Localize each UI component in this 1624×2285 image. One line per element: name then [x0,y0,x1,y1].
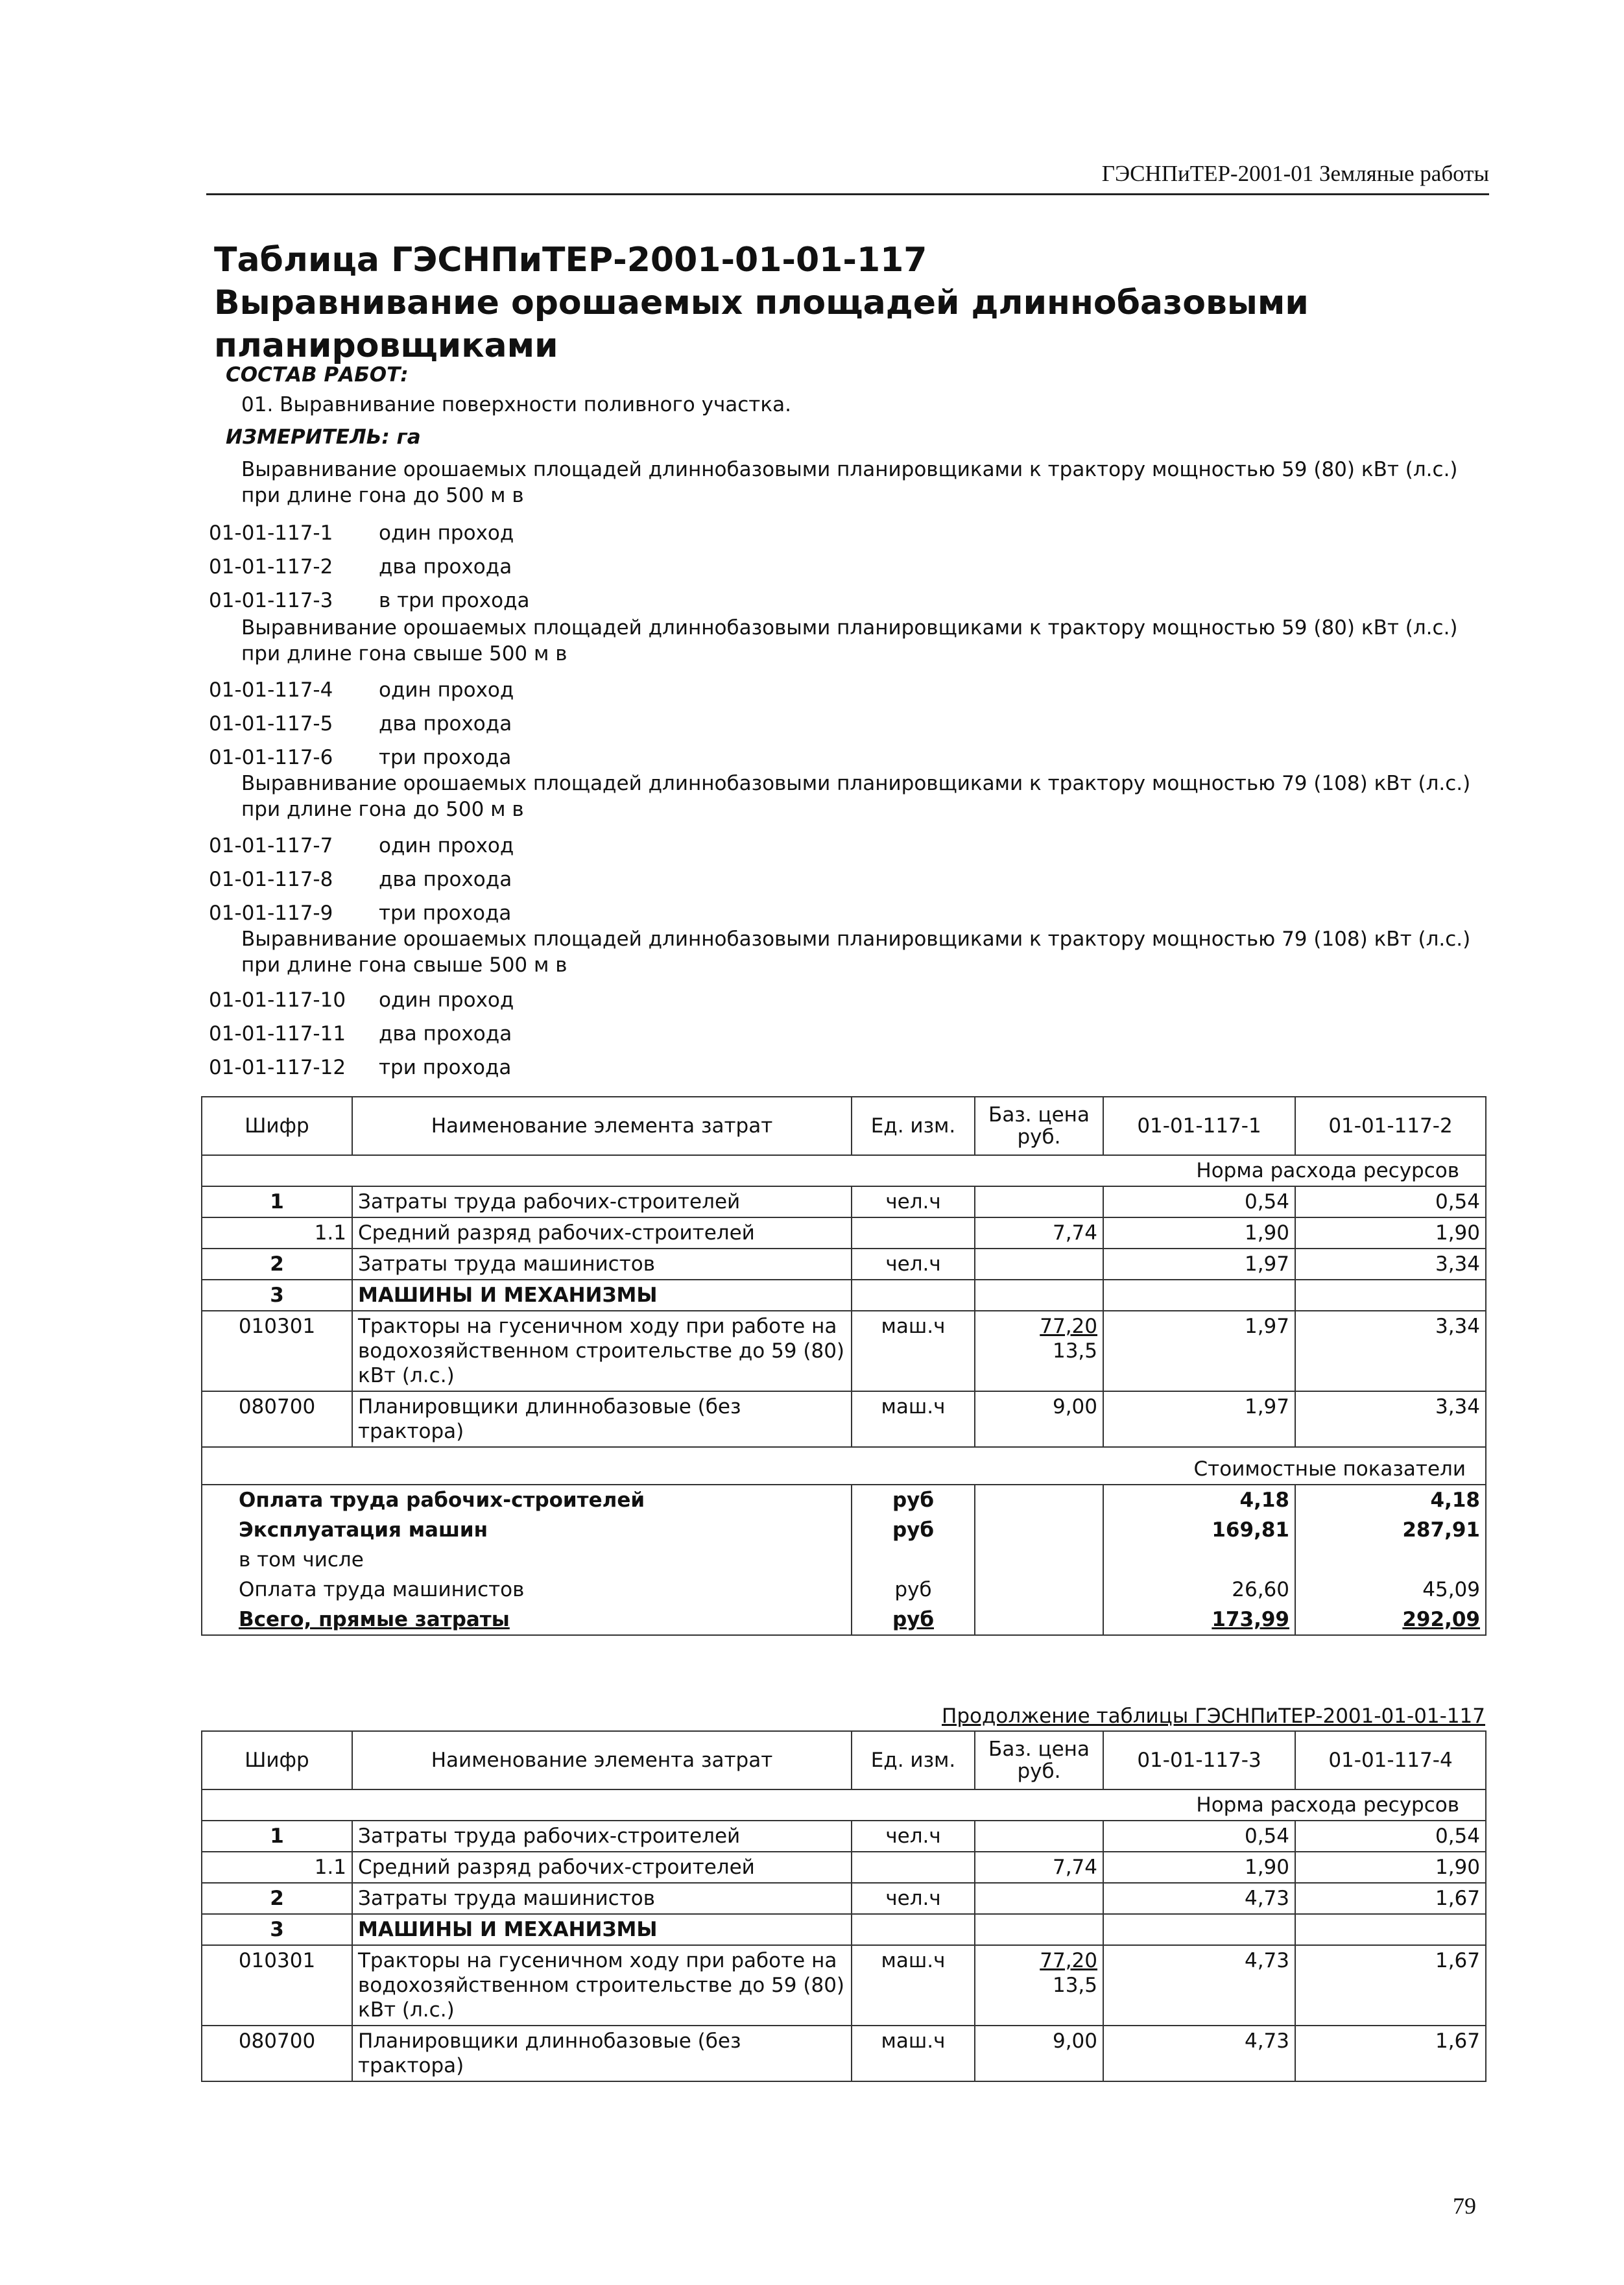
group-1-code-3: 01-01-117-3 [209,589,333,612]
table-row [202,1186,1486,1217]
cost-name: Оплата труда рабочих-строителей [202,1485,852,1515]
cost-price [975,1575,1103,1605]
group-4-text-2: два прохода [379,1022,512,1046]
header-col-b: 01-01-117-2 [1295,1097,1486,1155]
cell-shifr: 080700 [202,1391,352,1447]
cell-unit: чел.ч [852,1186,975,1217]
cell-a: 1,97 [1103,1249,1295,1280]
cost-b: 4,18 [1295,1485,1486,1515]
cell-name: Затраты труда рабочих-строителей [352,1186,852,1217]
page-title [214,239,1485,367]
table-row [202,1249,1486,1280]
price-bottom: 13,5 [1052,1974,1097,1997]
cell-shifr: 1.1 [202,1852,352,1883]
norma-label: Норма расхода ресурсов [202,1789,1486,1821]
group-4-line1: Выравнивание орошаемых площадей длиннобазовыми планировщиками к трактору мощностью 79 (108) кВт (л.с.) [241,927,1471,951]
group-1-text-1: один проход [379,521,514,545]
group-2-text-1: один проход [379,678,514,702]
cost-name: Эксплуатация машин [202,1515,852,1545]
group-3-text-2: два прохода [379,868,512,891]
price-top: 77,20 [1040,1949,1097,1972]
table-row [202,1883,1486,1914]
cell-price [975,1249,1103,1280]
cost-a: 4,18 [1103,1485,1295,1515]
izmeritel-label: ИЗМЕРИТЕЛЬ: га [226,425,421,449]
cost-unit: руб [852,1605,975,1635]
cell-name: МАШИНЫ И МЕХАНИЗМЫ [352,1914,852,1945]
header-shifr: Шифр [202,1731,352,1789]
table-row [202,2026,1486,2081]
cell-unit [852,1280,975,1311]
group-3-code-3: 01-01-117-9 [209,902,333,925]
price-bottom: 13,5 [1052,1339,1097,1363]
header-price-line1: Баз. цена [988,1103,1090,1127]
resource-table-2 [201,1730,1487,2082]
price-top: 77,20 [1040,1315,1097,1338]
cell-price: 7,74 [975,1217,1103,1249]
table-row [202,1821,1486,1852]
group-3-description [241,771,1474,822]
cell-unit [852,1914,975,1945]
cell-b: 3,34 [1295,1249,1486,1280]
page-header: ГЭСНПиТЕР-2001-01 Земляные работы [206,154,1489,195]
table-header-row [202,1097,1486,1155]
cell-name: Средний разряд рабочих-строителей [352,1852,852,1883]
cell-a: 1,90 [1103,1217,1295,1249]
cell-name: МАШИНЫ И МЕХАНИЗМЫ [352,1280,852,1311]
cost-b: 287,91 [1295,1515,1486,1545]
cell-shifr: 1.1 [202,1217,352,1249]
cost-unit: руб [852,1575,975,1605]
table-row [202,1280,1486,1311]
cell-shifr: 3 [202,1914,352,1945]
cost-name: Оплата труда машинистов [202,1575,852,1605]
group-1-line1: Выравнивание орошаемых площадей длиннобазовыми планировщиками к трактору мощностью 59 (80) кВт (л.с.) [241,458,1458,481]
cell-a: 1,97 [1103,1391,1295,1447]
group-1-line2: при длине гона до 500 м в [241,484,524,507]
title-line-1: Таблица ГЭСНПиТЕР-2001-01-01-117 [214,241,927,280]
cost-name: в том числе [202,1545,852,1575]
cell-unit: маш.ч [852,2026,975,2081]
cell-price: 9,00 [975,2026,1103,2081]
table-row [202,1914,1486,1945]
cost-unit [852,1545,975,1575]
group-4-text-1: один проход [379,988,514,1012]
group-3-line2: при длине гона до 500 м в [241,798,524,821]
cell-price [975,1883,1103,1914]
group-2-text-2: два прохода [379,712,512,736]
cell-a [1103,1914,1295,1945]
cell-price: 7,74 [975,1852,1103,1883]
cost-b: 45,09 [1295,1575,1486,1605]
cost-row [202,1515,1486,1545]
cell-b [1295,1914,1486,1945]
cell-price [975,1821,1103,1852]
group-4-description [241,926,1474,978]
cell-price [975,1311,1103,1391]
cell-name: Тракторы на гусеничном ходу при работе на водохозяйственном строительстве до 59 (80) кВт (л.с.) [352,1311,852,1391]
cost-a: 26,60 [1103,1575,1295,1605]
header-shifr: Шифр [202,1097,352,1155]
cell-b [1295,1280,1486,1311]
cell-b: 1,67 [1295,1883,1486,1914]
group-2-text-3: три прохода [379,746,512,769]
cost-row [202,1485,1486,1515]
cost-a [1103,1545,1295,1575]
table-row [202,1945,1486,2026]
cell-price [975,1186,1103,1217]
group-3-text-1: один проход [379,834,514,857]
cell-b: 1,67 [1295,1945,1486,2026]
cell-a: 0,54 [1103,1186,1295,1217]
sostav-label: СОСТАВ РАБОТ: [226,363,409,387]
header-price-line2: руб. [1017,1125,1061,1149]
cell-a [1103,1280,1295,1311]
cell-shifr: 010301 [202,1311,352,1391]
cost-a: 169,81 [1103,1515,1295,1545]
stoim-row [202,1447,1486,1485]
cell-unit [852,1217,975,1249]
cost-b: 292,09 [1295,1605,1486,1635]
cost-b [1295,1545,1486,1575]
cell-name: Планировщики длиннобазовые (без трактора) [352,2026,852,2081]
table-row [202,1852,1486,1883]
cell-b: 1,90 [1295,1217,1486,1249]
header-col-a: 01-01-117-3 [1103,1731,1295,1789]
group-1-code-1: 01-01-117-1 [209,521,333,545]
group-1-code-2: 01-01-117-2 [209,555,333,579]
title-line-3: планировщиками [214,326,558,365]
header-name: Наименование элемента затрат [352,1097,852,1155]
group-2-line1: Выравнивание орошаемых площадей длиннобазовыми планировщиками к трактору мощностью 59 (80) кВт (л.с.) [241,616,1458,640]
cell-name: Тракторы на гусеничном ходу при работе на водохозяйственном строительстве до 59 (80) кВт (л.с.) [352,1945,852,2026]
table-row [202,1391,1486,1447]
cell-b: 0,54 [1295,1186,1486,1217]
title-line-2: Выравнивание орошаемых площадей длиннобазовыми [214,283,1309,322]
cell-a: 1,97 [1103,1311,1295,1391]
cell-b: 3,34 [1295,1311,1486,1391]
sostav-item: 01. Выравнивание поверхности поливного участка. [241,393,791,416]
header-col-b: 01-01-117-4 [1295,1731,1486,1789]
cost-unit: руб [852,1485,975,1515]
cell-unit: маш.ч [852,1391,975,1447]
cell-price: 9,00 [975,1391,1103,1447]
cell-b: 3,34 [1295,1391,1486,1447]
cost-unit: руб [852,1515,975,1545]
cell-name: Средний разряд рабочих-строителей [352,1217,852,1249]
stoim-label: Стоимостные показатели [202,1447,1486,1485]
group-1-text-3: в три прохода [379,589,530,612]
group-3-code-2: 01-01-117-8 [209,868,333,891]
group-4-line2: при длине гона свыше 500 м в [241,953,567,977]
norma-row [202,1789,1486,1821]
group-4-code-1: 01-01-117-10 [209,988,346,1012]
group-3-line1: Выравнивание орошаемых площадей длиннобазовыми планировщиками к трактору мощностью 79 (108) кВт (л.с.) [241,772,1471,795]
header-unit: Ед. изм. [852,1097,975,1155]
cost-row [202,1605,1486,1635]
norma-row [202,1155,1486,1186]
header-price-line2: руб. [1017,1760,1061,1783]
cell-name: Затраты труда машинистов [352,1249,852,1280]
group-2-code-1: 01-01-117-4 [209,678,333,702]
cell-unit: чел.ч [852,1883,975,1914]
cell-price [975,1280,1103,1311]
cell-unit: чел.ч [852,1249,975,1280]
cell-shifr: 1 [202,1186,352,1217]
cell-b: 0,54 [1295,1821,1486,1852]
table-row [202,1311,1486,1391]
group-2-description [241,615,1474,667]
group-1-text-2: два прохода [379,555,512,579]
group-3-code-1: 01-01-117-7 [209,834,333,857]
cell-b: 1,90 [1295,1852,1486,1883]
cost-a: 173,99 [1103,1605,1295,1635]
group-2-line2: при длине гона свыше 500 м в [241,642,567,665]
cell-a: 0,54 [1103,1821,1295,1852]
cell-a: 1,90 [1103,1852,1295,1883]
group-4-code-3: 01-01-117-12 [209,1056,346,1079]
header-unit: Ед. изм. [852,1731,975,1789]
cell-unit: маш.ч [852,1945,975,2026]
page-number: 79 [1453,2193,1476,2219]
cell-shifr: 3 [202,1280,352,1311]
cost-row [202,1575,1486,1605]
cell-shifr: 1 [202,1821,352,1852]
cell-unit: маш.ч [852,1311,975,1391]
cell-unit: чел.ч [852,1821,975,1852]
group-4-text-3: три прохода [379,1056,512,1079]
resource-table-1 [201,1096,1487,1636]
cell-price [975,1945,1103,2026]
cell-shifr: 2 [202,1249,352,1280]
header-price-line1: Баз. цена [988,1738,1090,1761]
cost-price [975,1605,1103,1635]
header-name: Наименование элемента затрат [352,1731,852,1789]
cell-shifr: 2 [202,1883,352,1914]
group-2-code-3: 01-01-117-6 [209,746,333,769]
cost-name: Всего, прямые затраты [202,1605,852,1635]
group-4-code-2: 01-01-117-11 [209,1022,346,1046]
group-2-code-2: 01-01-117-5 [209,712,333,736]
cell-shifr: 010301 [202,1945,352,2026]
cell-name: Планировщики длиннобазовые (без трактора) [352,1391,852,1447]
cell-a: 4,73 [1103,2026,1295,2081]
cell-name: Затраты труда машинистов [352,1883,852,1914]
cell-b: 1,67 [1295,2026,1486,2081]
table-row [202,1217,1486,1249]
group-1-description [241,457,1474,508]
cell-shifr: 080700 [202,2026,352,2081]
cost-price [975,1515,1103,1545]
norma-label: Норма расхода ресурсов [202,1155,1486,1186]
cell-a: 4,73 [1103,1883,1295,1914]
cost-price [975,1485,1103,1515]
cost-price [975,1545,1103,1575]
header-price [975,1731,1103,1789]
cell-unit [852,1852,975,1883]
table-header-row [202,1731,1486,1789]
header-price [975,1097,1103,1155]
group-3-text-3: три прохода [379,902,512,925]
cell-price [975,1914,1103,1945]
continuation-caption: Продолжение таблицы ГЭСНПиТЕР-2001-01-01-117 [942,1705,1485,1728]
cost-row [202,1545,1486,1575]
header-col-a: 01-01-117-1 [1103,1097,1295,1155]
cell-a: 4,73 [1103,1945,1295,2026]
cell-name: Затраты труда рабочих-строителей [352,1821,852,1852]
